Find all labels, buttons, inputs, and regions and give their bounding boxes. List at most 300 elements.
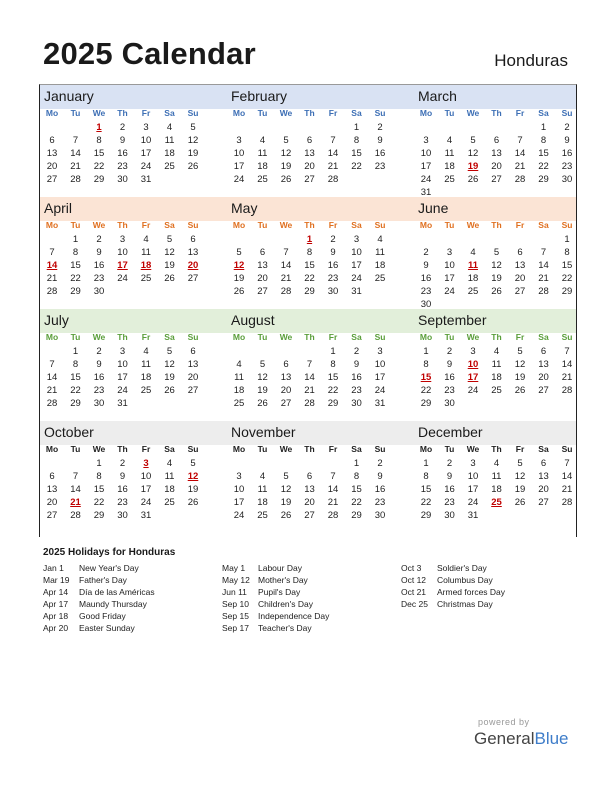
holiday-date: Oct 21: [401, 587, 427, 597]
weekday-label: Sa: [538, 108, 549, 118]
day-cell: 7: [330, 135, 336, 146]
day-cell: 25: [467, 286, 479, 297]
day-cell: 1: [540, 122, 547, 133]
day-cell: 21: [327, 497, 339, 508]
day-cell: 4: [446, 135, 453, 146]
weekday-label: Mo: [232, 444, 246, 454]
weekday-label: Sa: [538, 220, 549, 230]
day-cell: 22: [561, 273, 573, 284]
holiday-date: Oct 12: [401, 575, 427, 585]
day-cell: 20: [257, 273, 268, 284]
day-cell: 3: [119, 234, 126, 245]
day-cell: 15: [93, 484, 105, 495]
powered-by-text: powered by: [478, 717, 530, 727]
day-cell: 7: [72, 135, 79, 146]
day-cell: 21: [46, 385, 58, 396]
day-cell: 25: [164, 497, 175, 508]
holiday-day-cell: 3: [143, 458, 149, 469]
day-cell: 28: [561, 497, 573, 508]
weekday-label: Mo: [232, 332, 246, 342]
weekday-label: We: [92, 220, 106, 230]
weekday-label: Mo: [419, 332, 433, 342]
day-cell: 1: [96, 458, 102, 469]
day-cell: 24: [117, 385, 128, 396]
day-cell: 19: [280, 497, 292, 508]
day-cell: 15: [538, 148, 549, 159]
weekday-header: [227, 332, 399, 346]
day-cell: 9: [119, 135, 126, 146]
holiday-name: Good Friday: [79, 611, 126, 621]
day-cell: 21: [327, 161, 339, 172]
day-cell: 9: [96, 247, 102, 258]
day-cell: 26: [280, 174, 292, 185]
day-cell: 29: [538, 174, 549, 185]
day-cell: 26: [164, 385, 175, 396]
day-cell: 3: [236, 135, 242, 146]
holiday-name: Armed forces Day: [437, 587, 506, 597]
day-cell: 23: [374, 497, 386, 508]
day-cell: 4: [166, 458, 173, 469]
day-cell: 2: [377, 458, 383, 469]
day-cell: 11: [257, 484, 268, 495]
day-cell: 23: [444, 497, 455, 508]
holidays-title: 2025 Holidays for Honduras: [43, 547, 176, 558]
day-cell: 10: [233, 484, 245, 495]
weekday-label: Th: [491, 220, 502, 230]
day-cell: 26: [467, 174, 479, 185]
day-cell: 21: [46, 273, 58, 284]
weekday-header: [40, 444, 212, 458]
day-cell: 13: [46, 148, 58, 159]
day-cell: 14: [327, 148, 339, 159]
day-cell: 20: [514, 273, 526, 284]
holiday-date: Apr 20: [43, 623, 69, 633]
day-cell: 8: [330, 359, 336, 370]
weekday-label: Fr: [141, 332, 151, 342]
month-name: December: [418, 424, 483, 440]
weekday-label: We: [279, 332, 293, 342]
day-cell: 30: [561, 174, 573, 185]
day-cell: 28: [280, 286, 292, 297]
holiday-date: Oct 3: [401, 563, 422, 573]
day-cell: 2: [119, 458, 126, 469]
weekday-label: We: [466, 220, 480, 230]
day-cell: 11: [141, 359, 151, 370]
weekday-label: We: [466, 108, 480, 118]
day-cell: 21: [70, 161, 81, 172]
day-cell: 4: [143, 234, 149, 245]
day-cell: 22: [327, 385, 339, 396]
day-cell: 21: [561, 372, 573, 383]
day-cell: 30: [117, 174, 128, 185]
day-cell: 5: [493, 247, 500, 258]
weekday-label: Tu: [444, 332, 455, 342]
day-cell: 5: [236, 247, 242, 258]
day-cell: 3: [353, 234, 360, 245]
day-cell: 15: [351, 484, 362, 495]
weekday-label: Fr: [141, 108, 151, 118]
holiday-date: Sep 15: [222, 611, 249, 621]
weekday-label: We: [466, 444, 480, 454]
month-november: [227, 421, 405, 533]
day-cell: 19: [187, 484, 199, 495]
day-cell: 30: [444, 510, 455, 521]
day-cell: 15: [420, 484, 432, 495]
day-cell: 8: [72, 247, 79, 258]
day-cell: 28: [46, 286, 58, 297]
holiday-date: Sep 17: [222, 623, 249, 633]
holiday-date: Sep 10: [222, 599, 249, 609]
day-cell: 26: [187, 497, 199, 508]
day-cell: 27: [46, 174, 58, 185]
weekday-label: Sa: [164, 108, 175, 118]
day-cell: 1: [72, 346, 79, 357]
day-cell: 3: [423, 135, 429, 146]
weekday-label: Su: [374, 220, 386, 230]
weekday-label: Su: [561, 108, 573, 118]
day-cell: 30: [420, 299, 432, 310]
day-cell: 17: [467, 484, 479, 495]
day-cell: 12: [280, 148, 292, 159]
day-cell: 16: [444, 484, 455, 495]
day-cell: 22: [304, 273, 315, 284]
weekday-label: Th: [117, 444, 128, 454]
day-cell: 19: [491, 273, 502, 284]
month-name: April: [44, 200, 73, 216]
weekday-label: Fr: [515, 108, 525, 118]
month-january: [40, 85, 218, 197]
day-cell: 27: [514, 286, 526, 297]
day-cell: 24: [351, 273, 362, 284]
day-cell: 27: [304, 510, 315, 521]
weekday-label: Th: [491, 444, 502, 454]
brand-blue: Blue: [534, 729, 569, 748]
country-name: Honduras: [494, 51, 568, 70]
day-cell: 2: [377, 122, 383, 133]
day-cell: 9: [564, 135, 570, 146]
day-cell: 21: [304, 385, 315, 396]
day-cell: 6: [517, 247, 523, 258]
holiday-name: Soldier's Day: [437, 563, 487, 573]
weekday-label: Mo: [45, 332, 59, 342]
day-cell: 2: [423, 247, 429, 258]
day-cell: 20: [538, 372, 549, 383]
day-cell: 8: [564, 247, 570, 258]
day-cell: 6: [306, 471, 313, 482]
day-cell: 28: [46, 398, 58, 409]
day-cell: 11: [164, 135, 175, 146]
month-march: [414, 85, 592, 197]
day-cell: 3: [470, 346, 476, 357]
day-cell: 13: [304, 484, 315, 495]
holiday-date: Apr 17: [43, 599, 69, 609]
day-cell: 18: [467, 273, 479, 284]
weekday-label: Tu: [444, 220, 455, 230]
day-cell: 20: [491, 161, 502, 172]
day-cell: 26: [257, 398, 268, 409]
holiday-date: Jan 1: [43, 563, 64, 573]
day-cell: 31: [140, 174, 152, 185]
day-cell: 7: [49, 247, 55, 258]
weekday-label: Mo: [232, 220, 246, 230]
day-cell: 4: [493, 458, 500, 469]
weekday-label: Mo: [45, 444, 59, 454]
day-cell: 1: [423, 346, 429, 357]
holiday-day-cell: 1: [96, 122, 102, 133]
day-cell: 29: [420, 398, 432, 409]
holiday-day-cell: 11: [467, 260, 479, 271]
holiday-name: Labour Day: [258, 563, 302, 573]
weekday-header: [414, 108, 586, 122]
day-cell: 26: [514, 497, 526, 508]
weekday-label: We: [92, 444, 106, 454]
weekday-header: [414, 220, 586, 234]
day-cell: 12: [164, 247, 175, 258]
holiday-day-cell: 12: [233, 260, 245, 271]
weekday-header: [40, 332, 212, 346]
day-cell: 8: [353, 471, 360, 482]
day-cell: 17: [140, 148, 152, 159]
day-cell: 19: [257, 385, 268, 396]
holiday-name: Día de las Américas: [79, 587, 155, 597]
day-cell: 7: [330, 471, 336, 482]
day-cell: 18: [257, 161, 268, 172]
day-cell: 23: [93, 385, 105, 396]
day-cell: 24: [444, 286, 455, 297]
day-cell: 5: [190, 458, 196, 469]
holiday-name: New Year's Day: [79, 563, 139, 573]
day-cell: 29: [93, 174, 105, 185]
day-cell: 28: [327, 174, 339, 185]
day-cell: 13: [187, 247, 199, 258]
day-cell: 29: [70, 286, 81, 297]
day-cell: 29: [561, 286, 573, 297]
day-cell: 1: [564, 234, 570, 245]
day-cell: 26: [187, 161, 199, 172]
day-cell: 21: [538, 273, 549, 284]
day-cell: 9: [423, 260, 429, 271]
day-cell: 7: [283, 247, 289, 258]
day-cell: 31: [351, 286, 362, 297]
weekday-label: Tu: [257, 220, 268, 230]
day-cell: 13: [538, 359, 549, 370]
day-cell: 20: [46, 161, 58, 172]
weekday-label: Mo: [45, 220, 59, 230]
weekday-label: Su: [374, 444, 386, 454]
weekday-label: We: [466, 332, 480, 342]
day-cell: 19: [233, 273, 245, 284]
month-august: [227, 309, 405, 421]
day-cell: 2: [330, 234, 336, 245]
day-cell: 16: [117, 484, 128, 495]
weekday-label: Su: [374, 332, 386, 342]
day-cell: 2: [446, 346, 453, 357]
day-cell: 3: [143, 122, 149, 133]
generalblue-logo[interactable]: [474, 729, 569, 749]
day-cell: 26: [491, 286, 502, 297]
holiday-day-cell: 18: [140, 260, 152, 271]
day-cell: 11: [257, 148, 268, 159]
month-name: November: [231, 424, 296, 440]
weekday-label: Th: [304, 220, 315, 230]
weekday-label: Fr: [515, 332, 525, 342]
day-cell: 14: [70, 484, 81, 495]
day-cell: 27: [491, 174, 502, 185]
day-cell: 8: [306, 247, 313, 258]
day-cell: 4: [259, 471, 266, 482]
day-cell: 22: [538, 161, 549, 172]
holiday-name: Maundy Thursday: [79, 599, 147, 609]
weekday-label: Su: [187, 108, 199, 118]
weekday-label: We: [92, 332, 106, 342]
weekday-label: Th: [304, 108, 315, 118]
day-cell: 25: [444, 174, 455, 185]
day-cell: 20: [538, 484, 549, 495]
day-cell: 4: [259, 135, 266, 146]
weekday-label: Th: [117, 332, 128, 342]
day-cell: 11: [375, 247, 385, 258]
day-cell: 15: [70, 260, 81, 271]
day-cell: 15: [93, 148, 105, 159]
day-cell: 4: [166, 122, 173, 133]
day-cell: 23: [117, 497, 128, 508]
day-cell: 8: [353, 135, 360, 146]
day-cell: 2: [96, 234, 102, 245]
weekday-label: Tu: [444, 444, 455, 454]
day-cell: 4: [143, 346, 149, 357]
day-cell: 28: [70, 174, 81, 185]
day-cell: 23: [117, 161, 128, 172]
day-cell: 7: [540, 247, 547, 258]
holiday-day-cell: 20: [187, 260, 199, 271]
day-cell: 10: [444, 260, 455, 271]
day-cell: 22: [70, 273, 81, 284]
day-cell: 18: [444, 161, 455, 172]
day-cell: 11: [444, 148, 455, 159]
holiday-name: Independence Day: [258, 611, 330, 621]
holiday-name: Pupil's Day: [258, 587, 301, 597]
day-cell: 22: [351, 161, 362, 172]
day-cell: 26: [233, 286, 245, 297]
day-cell: 22: [351, 497, 362, 508]
weekday-label: Sa: [538, 444, 549, 454]
holiday-date: May 12: [222, 575, 250, 585]
day-cell: 25: [374, 273, 386, 284]
page-title: 2025 Calendar: [43, 36, 256, 71]
day-cell: 24: [467, 385, 479, 396]
day-cell: 28: [327, 510, 339, 521]
day-cell: 7: [306, 359, 313, 370]
month-name: October: [44, 424, 94, 440]
day-cell: 23: [327, 273, 339, 284]
day-cell: 6: [259, 247, 266, 258]
day-cell: 18: [164, 148, 175, 159]
month-name: February: [231, 88, 288, 104]
month-may: [227, 197, 405, 309]
weekday-label: Mo: [419, 220, 433, 230]
day-cell: 24: [233, 174, 245, 185]
day-cell: 24: [140, 161, 152, 172]
weekday-label: Sa: [164, 220, 175, 230]
day-cell: 14: [538, 260, 549, 271]
day-cell: 10: [420, 148, 432, 159]
day-cell: 16: [93, 372, 105, 383]
day-cell: 4: [377, 234, 383, 245]
day-cell: 15: [561, 260, 573, 271]
day-cell: 16: [444, 372, 455, 383]
holiday-date: Apr 14: [43, 587, 69, 597]
day-cell: 12: [164, 359, 175, 370]
day-cell: 24: [233, 510, 245, 521]
day-cell: 18: [164, 484, 175, 495]
day-cell: 14: [46, 372, 58, 383]
day-cell: 17: [233, 497, 245, 508]
day-cell: 17: [233, 161, 245, 172]
day-cell: 27: [304, 174, 315, 185]
day-cell: 6: [283, 359, 289, 370]
day-cell: 16: [327, 260, 339, 271]
day-cell: 16: [117, 148, 128, 159]
day-cell: 19: [514, 484, 526, 495]
weekday-label: Fr: [328, 108, 338, 118]
weekday-label: Su: [187, 444, 199, 454]
day-cell: 8: [96, 471, 102, 482]
holiday-day-cell: 14: [46, 260, 58, 271]
day-cell: 8: [423, 359, 429, 370]
day-cell: 28: [514, 174, 526, 185]
day-cell: 23: [420, 286, 432, 297]
day-cell: 12: [187, 135, 199, 146]
day-cell: 10: [117, 359, 128, 370]
day-cell: 3: [236, 471, 242, 482]
day-cell: 2: [353, 346, 360, 357]
day-cell: 31: [140, 510, 152, 521]
day-cell: 9: [119, 471, 126, 482]
holiday-day-cell: 1: [306, 234, 313, 245]
day-cell: 8: [72, 359, 79, 370]
weekday-header: [227, 220, 399, 234]
day-cell: 17: [117, 372, 128, 383]
weekday-label: Th: [304, 444, 315, 454]
day-cell: 13: [514, 260, 526, 271]
day-cell: 6: [190, 346, 196, 357]
day-cell: 15: [304, 260, 315, 271]
weekday-label: Fr: [141, 220, 151, 230]
day-cell: 4: [236, 359, 242, 370]
day-cell: 7: [72, 471, 79, 482]
month-june: [414, 197, 592, 309]
day-cell: 22: [420, 385, 432, 396]
day-cell: 7: [564, 458, 570, 469]
day-cell: 24: [420, 174, 432, 185]
day-cell: 18: [491, 372, 502, 383]
weekday-label: Su: [561, 220, 573, 230]
weekday-label: Sa: [164, 444, 175, 454]
day-cell: 10: [351, 247, 362, 258]
day-cell: 14: [514, 148, 526, 159]
month-name: June: [418, 200, 449, 216]
day-cell: 6: [190, 234, 196, 245]
day-cell: 10: [467, 471, 479, 482]
day-cell: 11: [491, 359, 502, 370]
month-name: July: [44, 312, 69, 328]
month-april: [40, 197, 218, 309]
day-cell: 4: [470, 247, 476, 258]
day-cell: 8: [540, 135, 547, 146]
weekday-header: [40, 220, 212, 234]
day-cell: 19: [164, 260, 175, 271]
day-cell: 12: [257, 372, 268, 383]
